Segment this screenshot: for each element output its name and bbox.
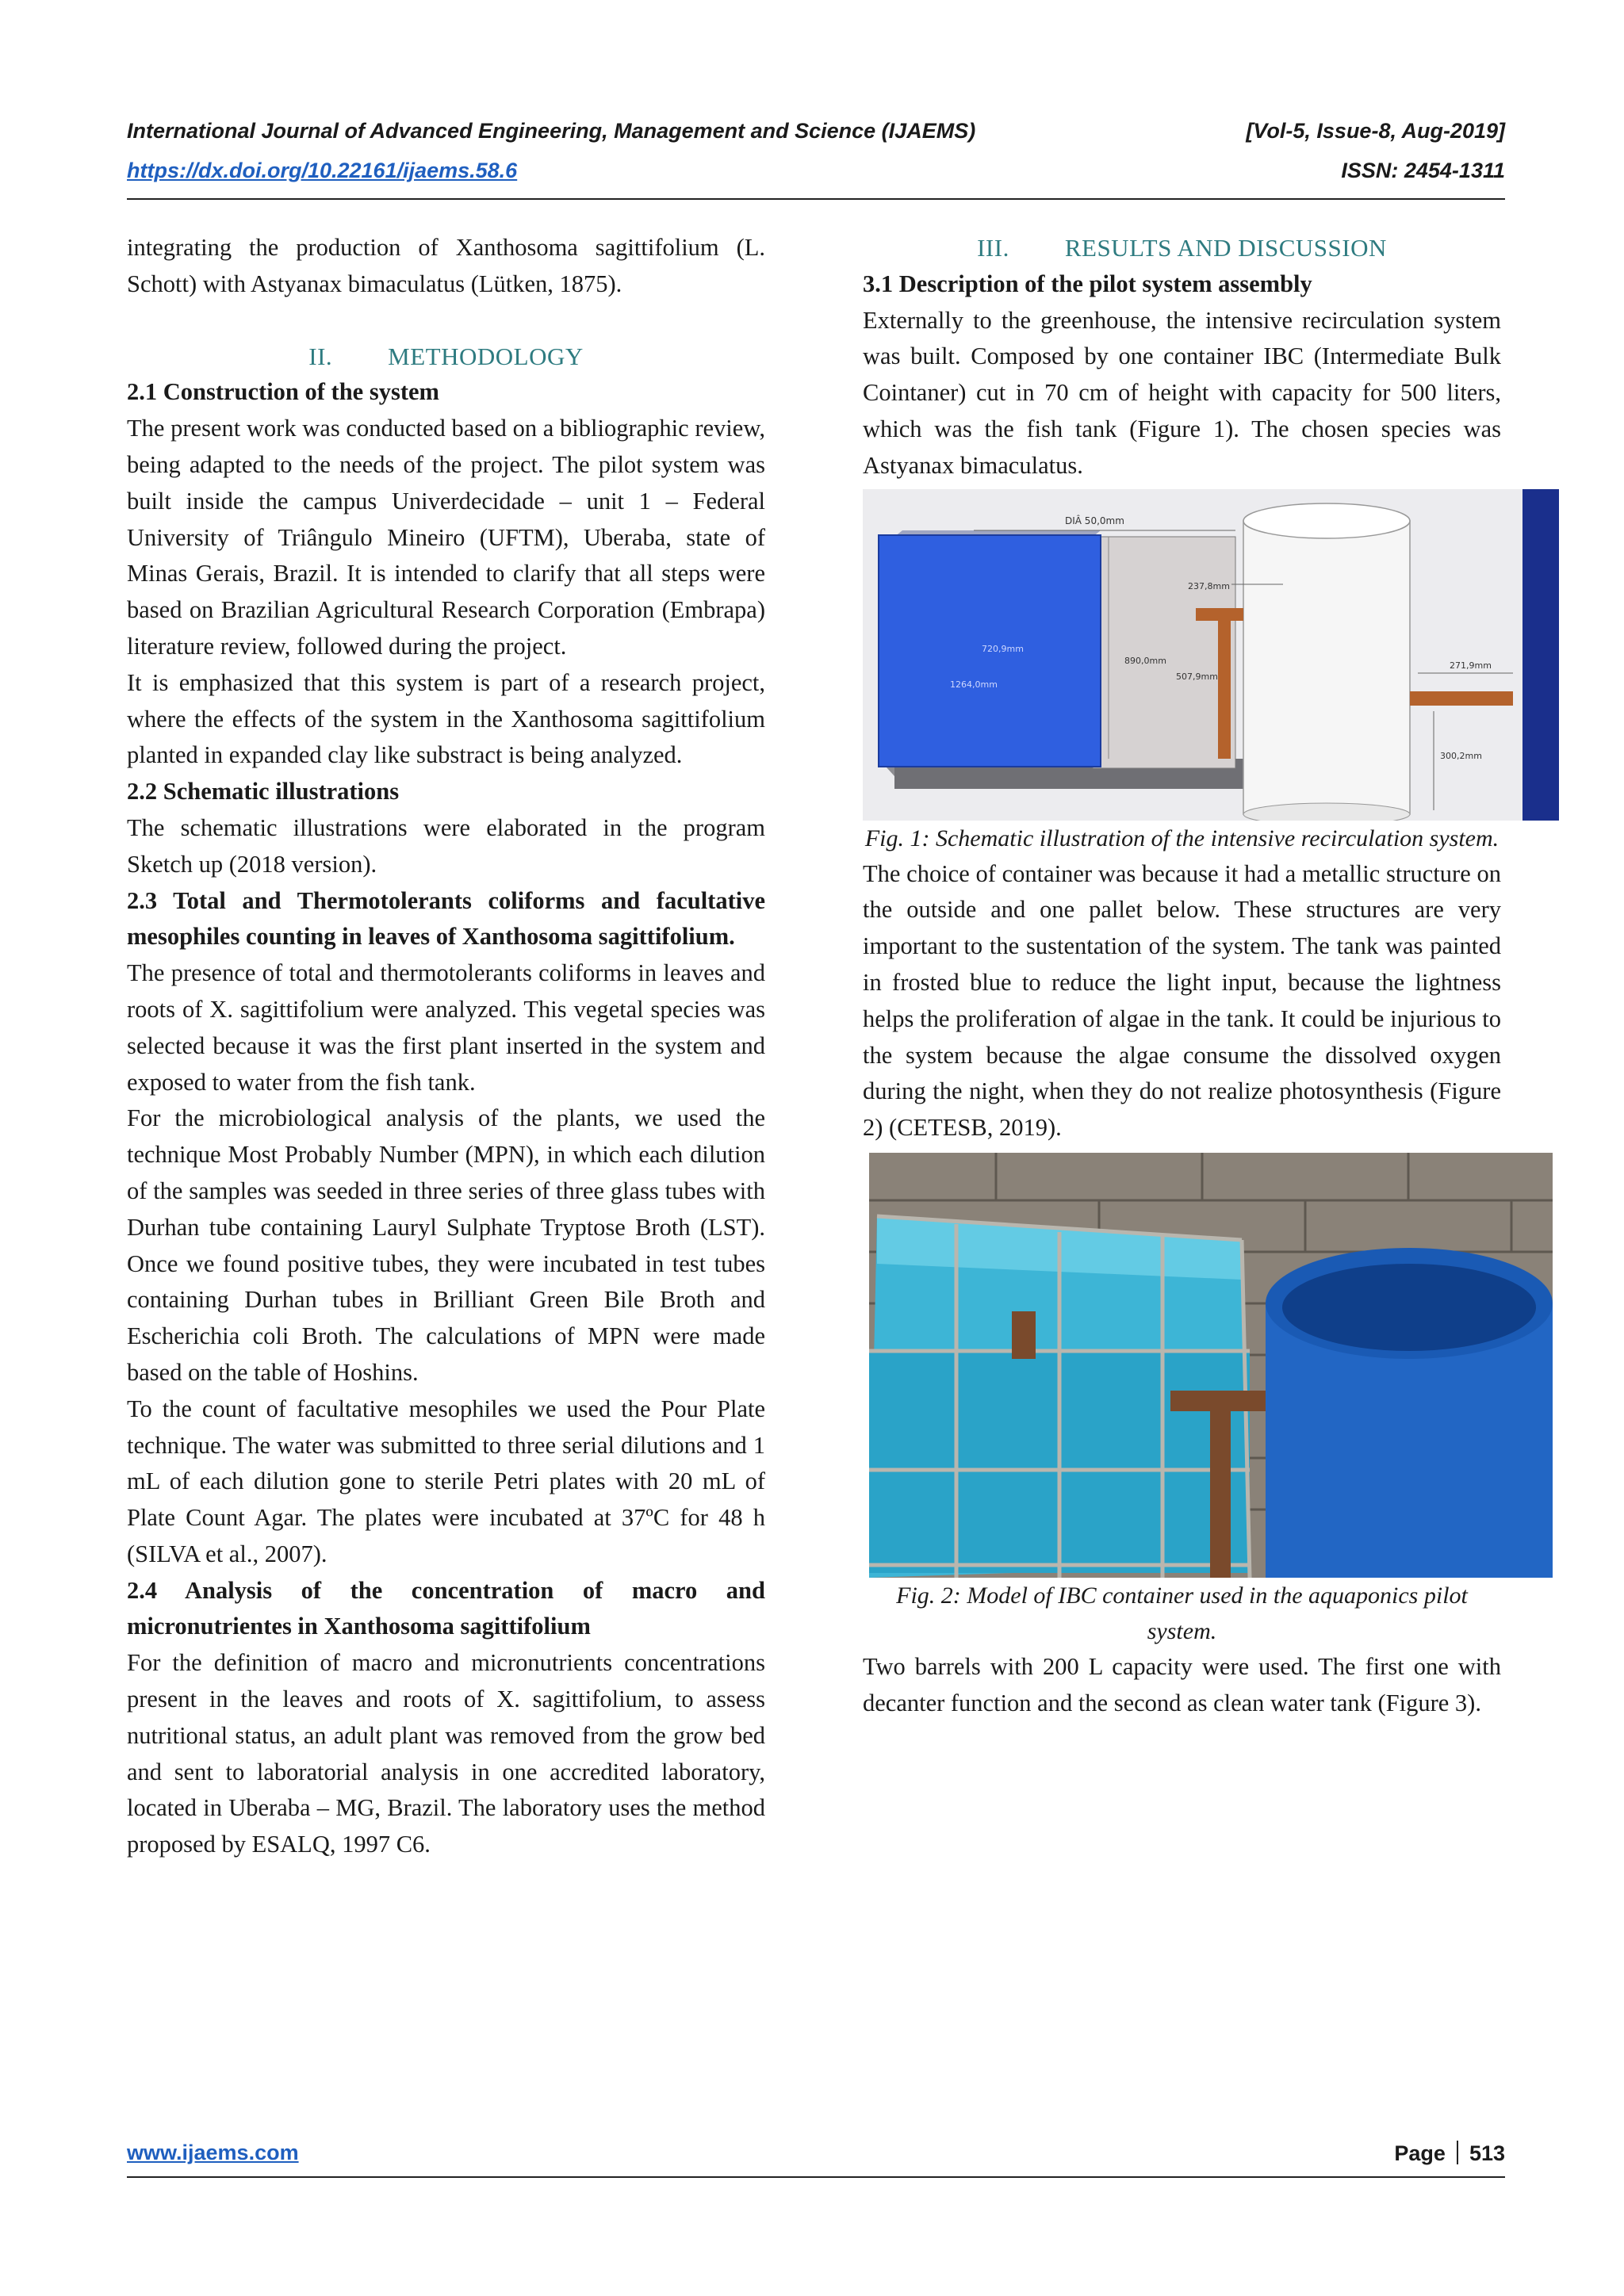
dim-label: 1264,0mm (950, 679, 998, 690)
dim-label: 890,0mm (1124, 655, 1166, 666)
website-link[interactable]: www.ijaems.com (127, 2141, 299, 2164)
subsection-2-3-title: 2.3 Total and Thermotolerants coliforms and facultative mesophiles counting in leaves of Xanthosoma sagittifolium. (127, 886, 765, 951)
paragraph: The choice of container was because it had a metallic structure on the outside and one pallet below. These structures are very important to the sustentation of the system. The tank was painted in frosted blue to reduce the light input, because the lightness helps the proliferation of algae in the tank. It could be injurious to the system because the algae consume the dissolved oxygen during the night, when they do not realize photosynthesis (Figure 2) (CETESB, 2019). (863, 859, 1501, 1142)
journal-title: International Journal of Advanced Engineering, Management and Science (IJAEMS) (127, 119, 976, 143)
dim-label: 237,8mm (1188, 580, 1230, 591)
section-number: II. (308, 342, 333, 370)
subsection-2-1-title: 2.1 Construction of the system (127, 378, 439, 406)
divider (1457, 2141, 1458, 2164)
dim-label: 300,2mm (1440, 750, 1482, 761)
paragraph: Two barrels with 200 L capacity were used. The first one with decanter function and the second as clean water tank (Figure 3). (863, 1652, 1501, 1716)
dim-label: DIÂ 50,0mm (1065, 515, 1124, 526)
figure-1-caption: Fig. 1: Schematic illustration of the intensive recirculation system. (864, 825, 1500, 851)
spacer (127, 303, 765, 339)
section-title: RESULTS AND DISCUSSION (1064, 234, 1387, 262)
paragraph: Externally to the greenhouse, the intensive recirculation system was built. Composed by one container IBC (Intermediate Bulk Cointaner) cut in 70 cm of height with capacity for 500 liters, which was the fish tank (Figure 1). The chosen species was Astyanax bimaculatus. (863, 306, 1501, 479)
cylinder-tank (1243, 521, 1410, 814)
right-column (863, 230, 1501, 1722)
figure-2-photo (869, 1153, 1553, 1578)
issn: ISSN: 2454-1311 (1341, 159, 1505, 182)
paragraph: For the microbiological analysis of the plants, we used the technique Most Probably Number (MPN), in which each dilution of the samples was seeded in three series of three glass tubes with Durhan tube containing Lauryl Sulphate Tryptose Broth (LST). Once we found positive tubes, they were incubated in test tubes containing Durhan tubes in Brilliant Green Bile Broth and Escherichia coli Broth. The calculations of MPN were made based on the table of Hoshins. (127, 1104, 765, 1386)
footer-rule (127, 2176, 1505, 2178)
paragraph: The present work was conducted based on a bibliographic review, being adapted to the needs of the project. The pilot system was built inside the campus Univerdecidade – unit 1 – Federal University of Triângulo Mineiro (UFTM), Uberaba, state of Minas Gerais, Brazil. It is intended to clarify that all steps were based on Brazilian Agricultural Research Corporation (Embrapa) literature review, followed during the project. (127, 415, 765, 660)
dim-label: 271,9mm (1450, 660, 1492, 671)
dim-label: 720,9mm (982, 643, 1024, 654)
paragraph: The presence of total and thermotolerants coliforms in leaves and roots of X. sagittifolium were analyzed. This vegetal species was selected because it was the first plant inserted in the system and exposed to water from the fish tank. (127, 959, 765, 1096)
page-label: Page (1394, 2141, 1446, 2165)
paragraph: To the count of facultative mesophiles we used the Pour Plate technique. The water was submitted to three serial dilutions and 1 mL of each dilution gone to sterile Petri plates with 20 mL of Plate Count Agar. The plates were incubated at 37ºC for 48 h (SILVA et al., 2007). (127, 1395, 765, 1567)
ibc-container-photo (869, 1153, 1553, 1578)
paragraph: It is emphasized that this system is part of a research project, where the effects of the system in the Xanthosoma sagittifolium planted in expanded clay like substract is being analyzed. (127, 668, 765, 769)
subsection-3-1-title: 3.1 Description of the pilot system assembly (863, 270, 1312, 297)
subsection-2-4-title: 2.4 Analysis of the concentration of macro and micronutrientes in Xanthosoma sagittifolium (127, 1576, 765, 1640)
left-column (127, 230, 765, 1863)
figure-2-caption: Fig. 2: Model of IBC container used in the aquaponics pilot system. (896, 1582, 1468, 1644)
section-heading-methodology (127, 339, 765, 375)
page-footer (127, 2141, 1505, 2172)
section-number: III. (977, 234, 1009, 262)
subsection-2-2-title: 2.2 Schematic illustrations (127, 778, 400, 806)
figure-1-schematic (863, 489, 1559, 821)
section-heading-results (863, 230, 1501, 266)
intro-paragraph: integrating the production of Xanthosoma sagittifolium (L. Schott) with Astyanax bimaculatus (Lütken, 1875). (127, 234, 765, 297)
doi-link[interactable]: https://dx.doi.org/10.22161/ijaems.58.6 (127, 159, 518, 182)
paragraph: The schematic illustrations were elaborated in the program Sketch up (2018 version). (127, 813, 765, 878)
volume-info: [Vol-5, Issue-8, Aug-2019] (1246, 119, 1505, 143)
paragraph: For the definition of macro and micronutrients concentrations present in the leaves and roots of X. sagittifolium, to assess nutritional status, an adult plant was removed from the grow bed and sent to laboratorial analysis in one accredited laboratory, located in Uberaba – MG, Brazil. The laboratory uses the method proposed by ESALQ, 1997 C6. (127, 1649, 765, 1858)
page-num: 513 (1469, 2141, 1505, 2165)
section-title: METHODOLOGY (388, 342, 584, 370)
schematic-illustration (863, 489, 1559, 821)
page-number (1394, 2141, 1505, 2166)
header-rule (127, 198, 1505, 200)
dim-label: 507,9mm (1176, 671, 1218, 682)
